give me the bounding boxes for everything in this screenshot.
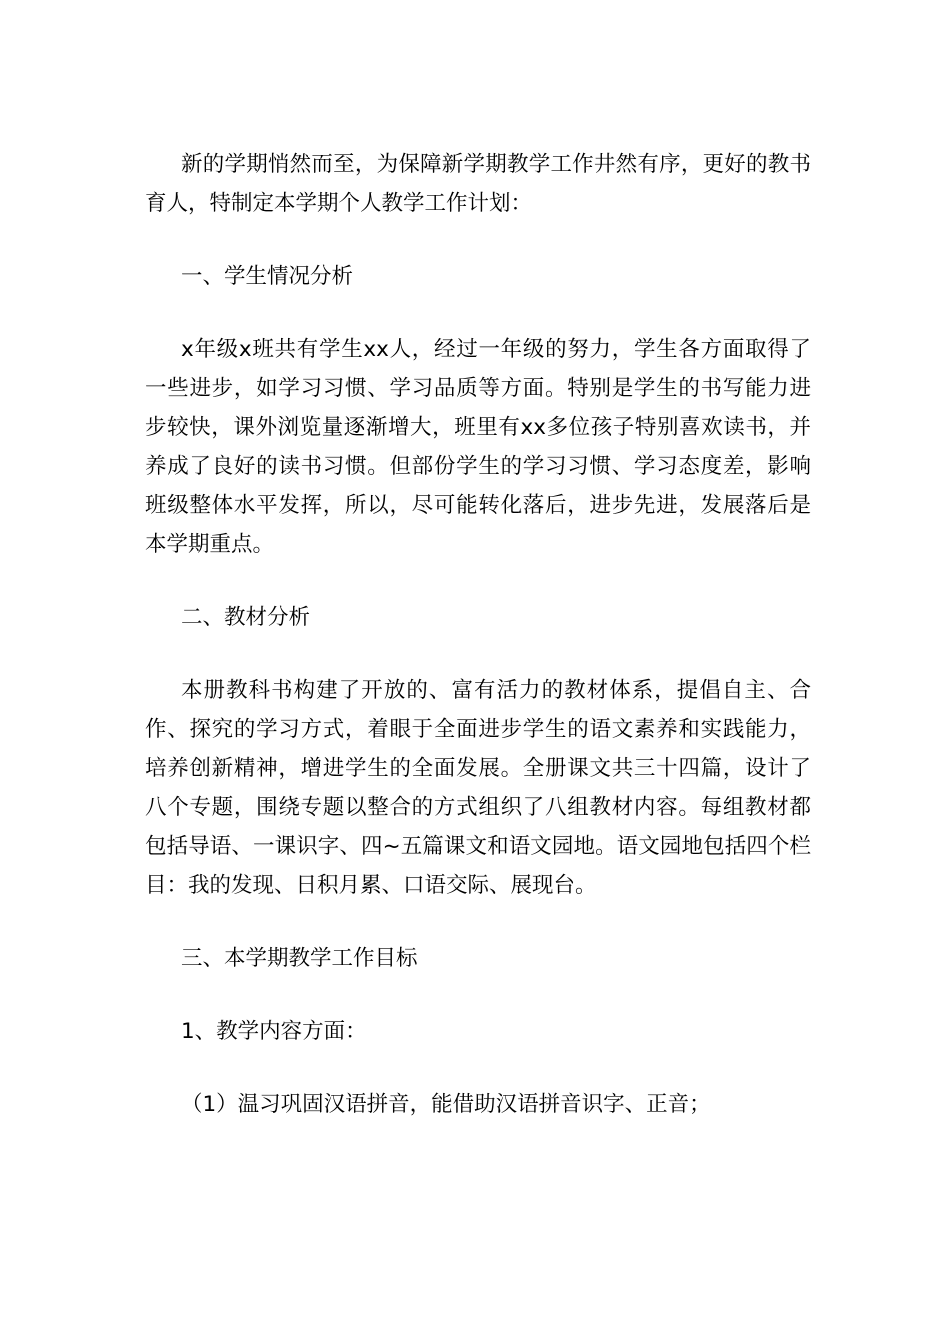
paragraph-spacer	[145, 637, 811, 671]
paragraph-spacer	[145, 564, 811, 598]
section2-heading: 二、教材分析	[181, 605, 311, 630]
paragraph-spacer	[145, 296, 811, 330]
paragraph-spacer	[145, 978, 811, 1012]
section1-heading: 一、学生情况分析	[181, 264, 354, 289]
paragraph-spacer	[145, 1051, 811, 1085]
section3-heading: 三、本学期教学工作目标	[181, 946, 418, 971]
section2-paragraph: 本册教科书构建了开放的、富有活力的教材体系，提倡自主、合作、探究的学习方式，着眼于全面进步学生的语文素养和实践能力，培养创新精神，增进学生的全面发展。全册课文共三十四篇，设计了八个专题，围绕专题以整合的方式组织了八组教材内容。每组教材都包括导语、一课识字、四~五篇课文和语文园地。语文园地包括四个栏目：我的发现、日积月累、口语交际、展现台。	[145, 678, 811, 898]
section1-paragraph: x年级x班共有学生xx人，经过一年级的努力，学生各方面取得了一些进步，如学习习惯、学习品质等方面。特别是学生的书写能力进步较快，课外浏览量逐渐增大，班里有xx多位孩子特别喜欢读书，并养成了良好的读书习惯。但部份学生的学习习惯、学习态度差，影响班级整体水平发挥，所以，尽可能转化落后，进步先进，发展落后是本学期重点。	[145, 337, 811, 557]
subsection1-heading: 1、教学内容方面：	[181, 1019, 367, 1044]
list-item-1: （1）温习巩固汉语拼音，能借助汉语拼音识字、正音；	[181, 1092, 711, 1117]
document-body	[145, 145, 811, 1124]
paragraph-spacer	[145, 905, 811, 939]
paragraph-spacer	[145, 223, 811, 257]
intro-paragraph: 新的学期悄然而至，为保障新学期教学工作井然有序，更好的教书育人，特制定本学期个人教学工作计划：	[145, 152, 811, 216]
